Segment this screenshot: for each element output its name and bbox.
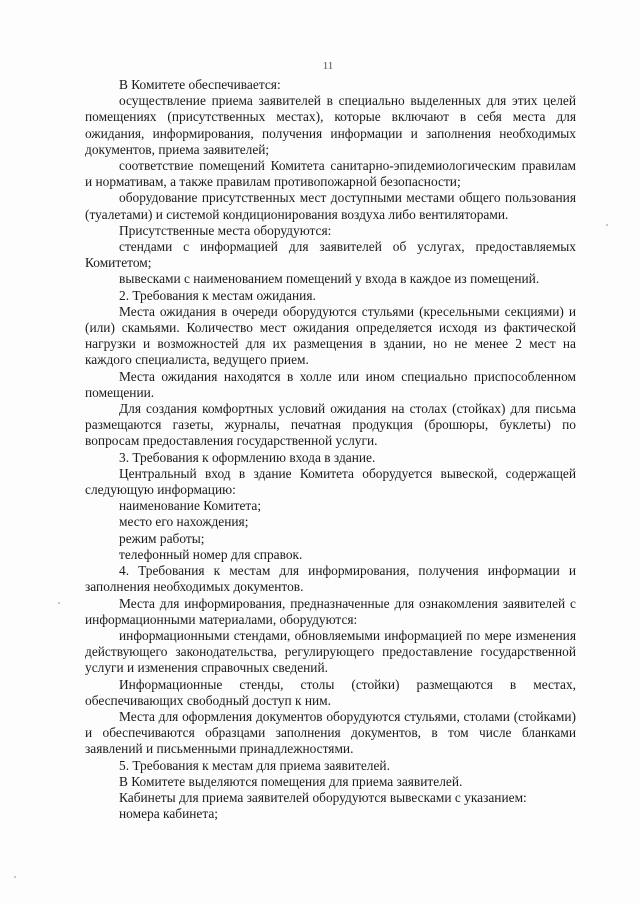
paragraph: Информационные стенды, столы (стойки) размещаются в местах, обеспечивающих свободный доступ к ним. (85, 676, 576, 708)
section-heading: 3. Требования к оформлению входа в здание. (119, 449, 376, 465)
list-item: номера кабинета; (119, 806, 219, 822)
paragraph: соответствие помещений Комитета санитарно-эпидемиологическим правилам и нормативам, а также правилам противопожарной безопасности; (85, 158, 576, 190)
paragraph: Центральный вход в здание Комитета оборудуется вывеской, содержащей следующую информацию: (85, 465, 576, 498)
list-item: режим работы; (119, 530, 205, 546)
paragraph: Для создания комфортных условий ожидания на столах (стойках) для письма размещаются газеты, журналы, печатная продукция (брошюры, буклеты) по вопросам предоставления государственной услуги. (85, 401, 576, 449)
section-heading: 4. Требования к местам для информирования, получения информации и заполнения необходимых документов. (85, 563, 576, 595)
list-item: место его нахождения; (119, 514, 249, 530)
scan-speck (606, 224, 608, 226)
section-heading: 2. Требования к местам ожидания. (119, 287, 316, 303)
list-item: телефонный номер для справок. (119, 546, 303, 562)
scan-speck (58, 602, 60, 604)
document-body (85, 77, 576, 822)
paragraph: В Комитете обеспечивается: (119, 77, 281, 92)
paragraph: Места для информирования, предназначенные для ознакомления заявителей с информационными материалами, оборудуются: (85, 595, 576, 627)
paragraph: В Комитете выделяются помещения для приема заявителей. (119, 773, 463, 789)
paragraph: Кабинеты для приема заявителей оборудуются вывесками с указанием: (119, 789, 527, 805)
scan-speck (14, 876, 16, 878)
paragraph: информационными стендами, обновляемыми информацией по мере изменения действующего законодательства, регулирующего предоставление государственной услуги и изменения справочных сведений. (85, 627, 576, 676)
paragraph: Места ожидания в очереди оборудуются стульями (кресельными секциями) и (или) скамьями. Количество мест ожидания определяется исходя из фактической нагрузки и возможностей для их размещения в здании, но не менее 2 мест на каждого специалиста, ведущего прием. (85, 303, 576, 368)
paragraph: стендами с информацией для заявителей об услугах, предоставляемых Комитетом; (85, 239, 576, 271)
page-number: 11 (322, 60, 334, 72)
paragraph: Места для оформления документов оборудуются стульями, столами (стойками) и обеспечиваются образцами заполнения документов, в том числе бланками заявлений и письменными принадлежностями. (85, 708, 576, 757)
list-item: наименование Комитета; (119, 498, 262, 514)
section-heading: 5. Требования к местам для приема заявителей. (119, 757, 390, 773)
paragraph: Места ожидания находятся в холле или ином специально приспособленном помещении. (85, 368, 576, 400)
paragraph: вывесками с наименованием помещений у входа в каждое из помещений. (119, 271, 540, 287)
paragraph: оборудование присутственных мест доступными местами общего пользования (туалетами) и системой кондиционирования воздуха либо вентиляторами. (85, 190, 576, 222)
paragraph: Присутственные места оборудуются: (119, 222, 332, 238)
paragraph: осуществление приема заявителей в специально выделенных для этих целей помещениях (присутственных местах), которые включают в себя места для ожидания, информирования, получения информации и заполнения необходимых документов, приема заявителей; (85, 93, 576, 157)
